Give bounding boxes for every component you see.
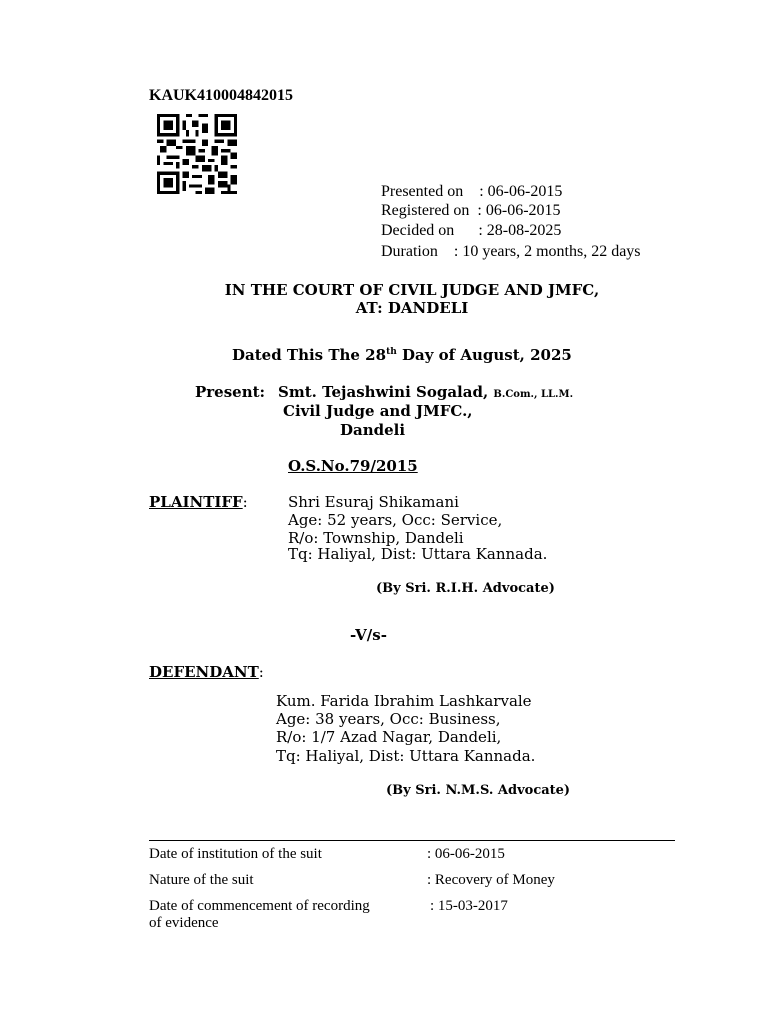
duration-value: 10 years, 2 months, 22 days — [462, 243, 641, 260]
decided-on-value: 28-08-2025 — [486, 222, 562, 239]
duration-label: Duration — [381, 243, 438, 260]
summary-value-evidence: : 15-03-2017 — [430, 898, 508, 914]
suit-number: O.S.No.79/2015 — [288, 457, 418, 475]
case-number: KAUK410004842015 — [149, 87, 293, 104]
summary-value-nature: : Recovery of Money — [427, 872, 555, 888]
defendant-age: Age: 38 years, Occ: Business, — [276, 710, 501, 728]
court-heading-line1: IN THE COURT OF CIVIL JUDGE AND JMFC, — [224, 281, 600, 299]
presented-on-label: Presented on — [381, 183, 464, 200]
registered-on-row: Registered on : 06-06-2015 — [381, 202, 561, 219]
defendant-residence: R/o: 1/7 Azad Nagar, Dandeli, — [276, 728, 502, 746]
summary-label-nature: Nature of the suit — [149, 872, 254, 888]
defendant-advocate: (By Sri. N.M.S. Advocate) — [386, 783, 571, 798]
plaintiff-age: Age: 52 years, Occ: Service, — [288, 511, 503, 529]
duration-row: Duration : 10 years, 2 months, 22 days — [381, 243, 641, 260]
decided-on-label: Decided on — [381, 222, 455, 239]
registered-on-label: Registered on — [381, 202, 470, 219]
plaintiff-advocate: (By Sri. R.I.H. Advocate) — [376, 581, 555, 596]
versus-label: -V/s- — [350, 626, 387, 644]
judge-name: Smt. Tejashwini Sogalad, B.Com., LL.M. — [278, 383, 574, 401]
dated-line: Dated This The 28th Day of August, 2025 — [232, 346, 572, 364]
registered-on-value: 06-06-2015 — [485, 202, 561, 219]
plaintiff-label: PLAINTIFF: — [149, 493, 248, 511]
summary-divider — [149, 840, 675, 841]
decided-on-row: Decided on : 28-08-2025 — [381, 222, 562, 239]
plaintiff-district: Tq: Haliyal, Dist: Uttara Kannada. — [288, 545, 548, 563]
judge-title: Civil Judge and JMFC., — [283, 402, 473, 420]
presented-on-value: 06-06-2015 — [487, 183, 563, 200]
defendant-district: Tq: Haliyal, Dist: Uttara Kannada. — [276, 747, 536, 765]
judge-qualifications: B.Com., LL.M. — [493, 389, 574, 400]
plaintiff-name: Shri Esuraj Shikamani — [288, 493, 459, 511]
presented-on-row: Presented on : 06-06-2015 — [381, 183, 563, 200]
summary-label-institution: Date of institution of the suit — [149, 846, 322, 862]
judge-place: Dandeli — [340, 421, 406, 439]
defendant-name: Kum. Farida Ibrahim Lashkarvale — [276, 692, 532, 710]
summary-label-evidence-cont: of evidence — [149, 915, 219, 931]
court-heading-line2: AT: DANDELI — [355, 299, 469, 317]
qr-code-icon — [156, 114, 238, 194]
present-label: Present: — [195, 383, 266, 401]
defendant-label: DEFENDANT: — [149, 663, 264, 681]
plaintiff-residence: R/o: Township, Dandeli — [288, 529, 464, 547]
summary-value-institution: : 06-06-2015 — [427, 846, 505, 862]
summary-label-evidence: Date of commencement of recording — [149, 898, 370, 914]
